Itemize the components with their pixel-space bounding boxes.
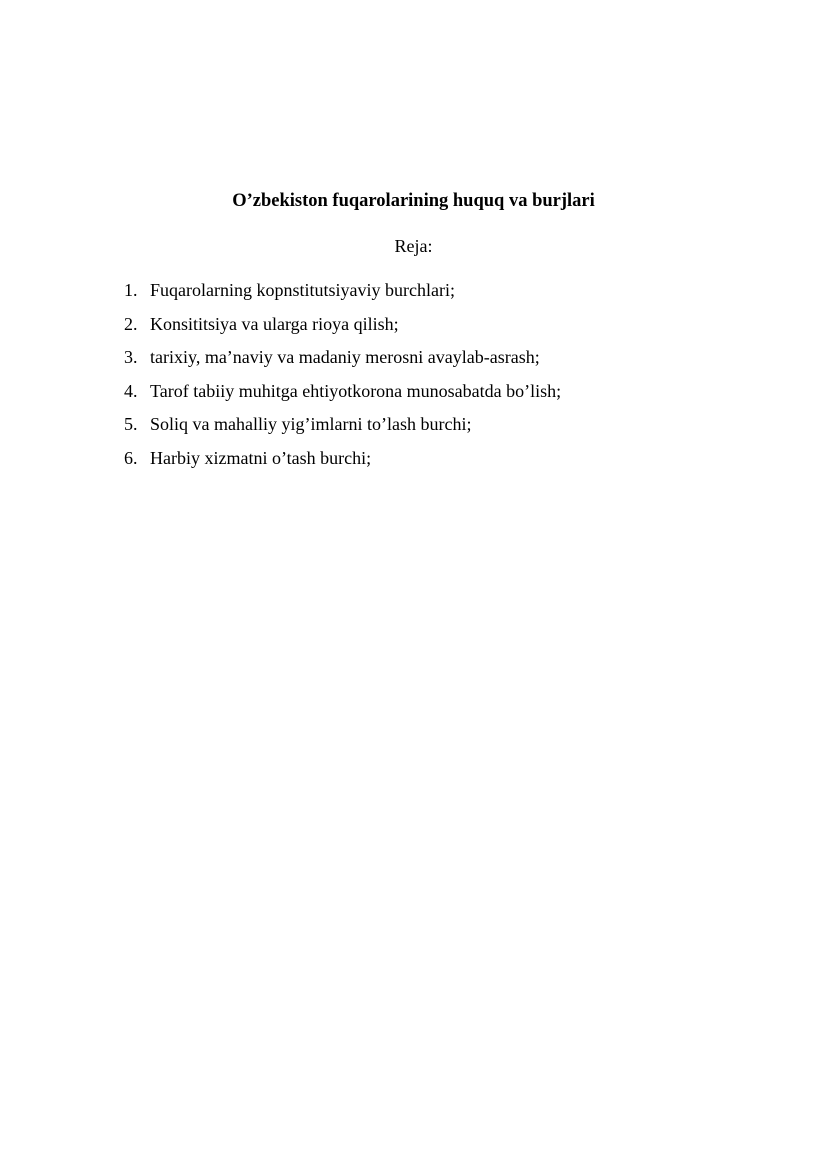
list-item-text: Konsititsiya va ularga rioya qilish; (150, 313, 399, 334)
list-item (124, 379, 764, 413)
list-item (124, 345, 764, 379)
list-item-text: Tarof tabiiy muhitga ehtiyotkorona munosabatda bo’lish; (150, 380, 562, 401)
list-item (124, 446, 764, 480)
list-item-number: 5. (124, 414, 138, 435)
plan-list (124, 278, 764, 480)
list-item (124, 278, 764, 312)
list-item-number: 1. (124, 280, 138, 300)
list-item-number: 2. (124, 313, 138, 334)
list-item-number: 6. (124, 447, 138, 468)
list-item-text: Soliq va mahalliy yig’imlarni to’lash burchi; (150, 414, 472, 435)
list-item (124, 412, 764, 446)
list-item-text: Harbiy xizmatni o’tash burchi; (150, 447, 372, 468)
list-item-number: 4. (124, 380, 138, 401)
list-item-text: tarixiy, ma’naviy va madaniy merosni avaylab-asrash; (150, 347, 540, 368)
list-item-text: Fuqarolarning kopnstitutsiyaviy burchlari; (150, 280, 455, 300)
plan-heading: Reja: (394, 236, 433, 256)
list-item-number: 3. (124, 347, 138, 368)
list-item (124, 312, 764, 346)
document-title: O’zbekiston fuqarolarining huquq va burjlari (232, 191, 595, 211)
